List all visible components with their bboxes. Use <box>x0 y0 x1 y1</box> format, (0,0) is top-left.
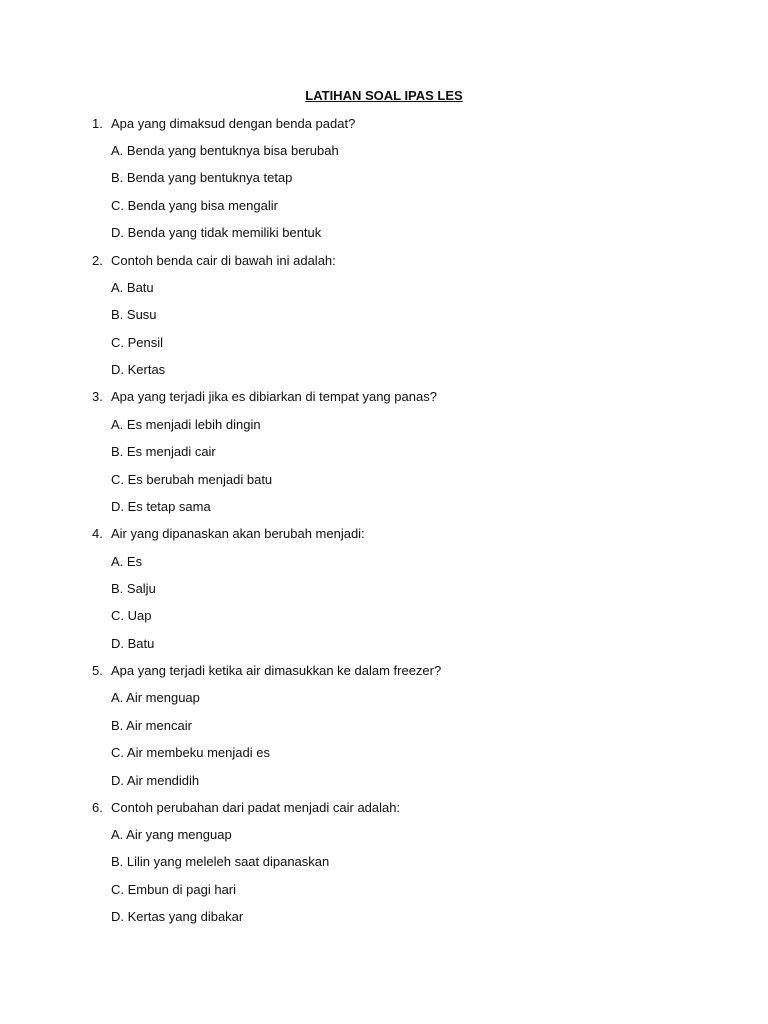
option-a: A. Air yang menguap <box>111 827 232 842</box>
question-text: Apa yang terjadi jika es dibiarkan di tempat yang panas? <box>111 389 437 404</box>
question-number: 2. <box>92 253 103 268</box>
option-d: D. Es tetap sama <box>111 499 211 514</box>
option-a: A. Batu <box>111 280 154 295</box>
option-c: C. Embun di pagi hari <box>111 882 237 897</box>
option-c: C. Pensil <box>111 335 164 350</box>
option-c: C. Uap <box>111 608 152 623</box>
option-c: C. Benda yang bisa mengalir <box>111 198 278 213</box>
option-a: A. Benda yang bentuknya bisa berubah <box>111 143 339 158</box>
option-b: B. Salju <box>111 581 156 596</box>
option-c: C. Air membeku menjadi es <box>111 745 270 760</box>
question-text: Apa yang terjadi ketika air dimasukkan ke dalam freezer? <box>111 663 442 678</box>
question-number: 5. <box>92 663 103 678</box>
question-text: Air yang dipanaskan akan berubah menjadi: <box>111 526 365 541</box>
question-number: 6. <box>92 800 103 815</box>
question-text: Apa yang dimaksud dengan benda padat? <box>111 116 356 131</box>
option-d: D. Benda yang tidak memiliki bentuk <box>111 225 322 240</box>
question-text: Contoh benda cair di bawah ini adalah: <box>111 253 336 268</box>
question-number: 3. <box>92 389 103 404</box>
option-a: A. Es <box>111 554 143 569</box>
option-b: B. Air mencair <box>111 718 192 733</box>
question-text: Contoh perubahan dari padat menjadi cair adalah: <box>111 800 401 815</box>
option-a: A. Es menjadi lebih dingin <box>111 417 261 432</box>
option-a: A. Air menguap <box>111 690 200 705</box>
option-d: D. Batu <box>111 636 155 651</box>
option-b: B. Susu <box>111 307 157 322</box>
option-b: B. Benda yang bentuknya tetap <box>111 170 293 185</box>
option-c: C. Es berubah menjadi batu <box>111 472 273 487</box>
document-title: LATIHAN SOAL IPAS LES <box>305 88 463 103</box>
option-b: B. Lilin yang meleleh saat dipanaskan <box>111 854 330 869</box>
question-number: 4. <box>92 526 103 541</box>
question-number: 1. <box>92 116 103 131</box>
option-b: B. Es menjadi cair <box>111 444 216 459</box>
option-d: D. Kertas <box>111 362 166 377</box>
option-d: D. Kertas yang dibakar <box>111 909 244 924</box>
option-d: D. Air mendidih <box>111 773 200 788</box>
